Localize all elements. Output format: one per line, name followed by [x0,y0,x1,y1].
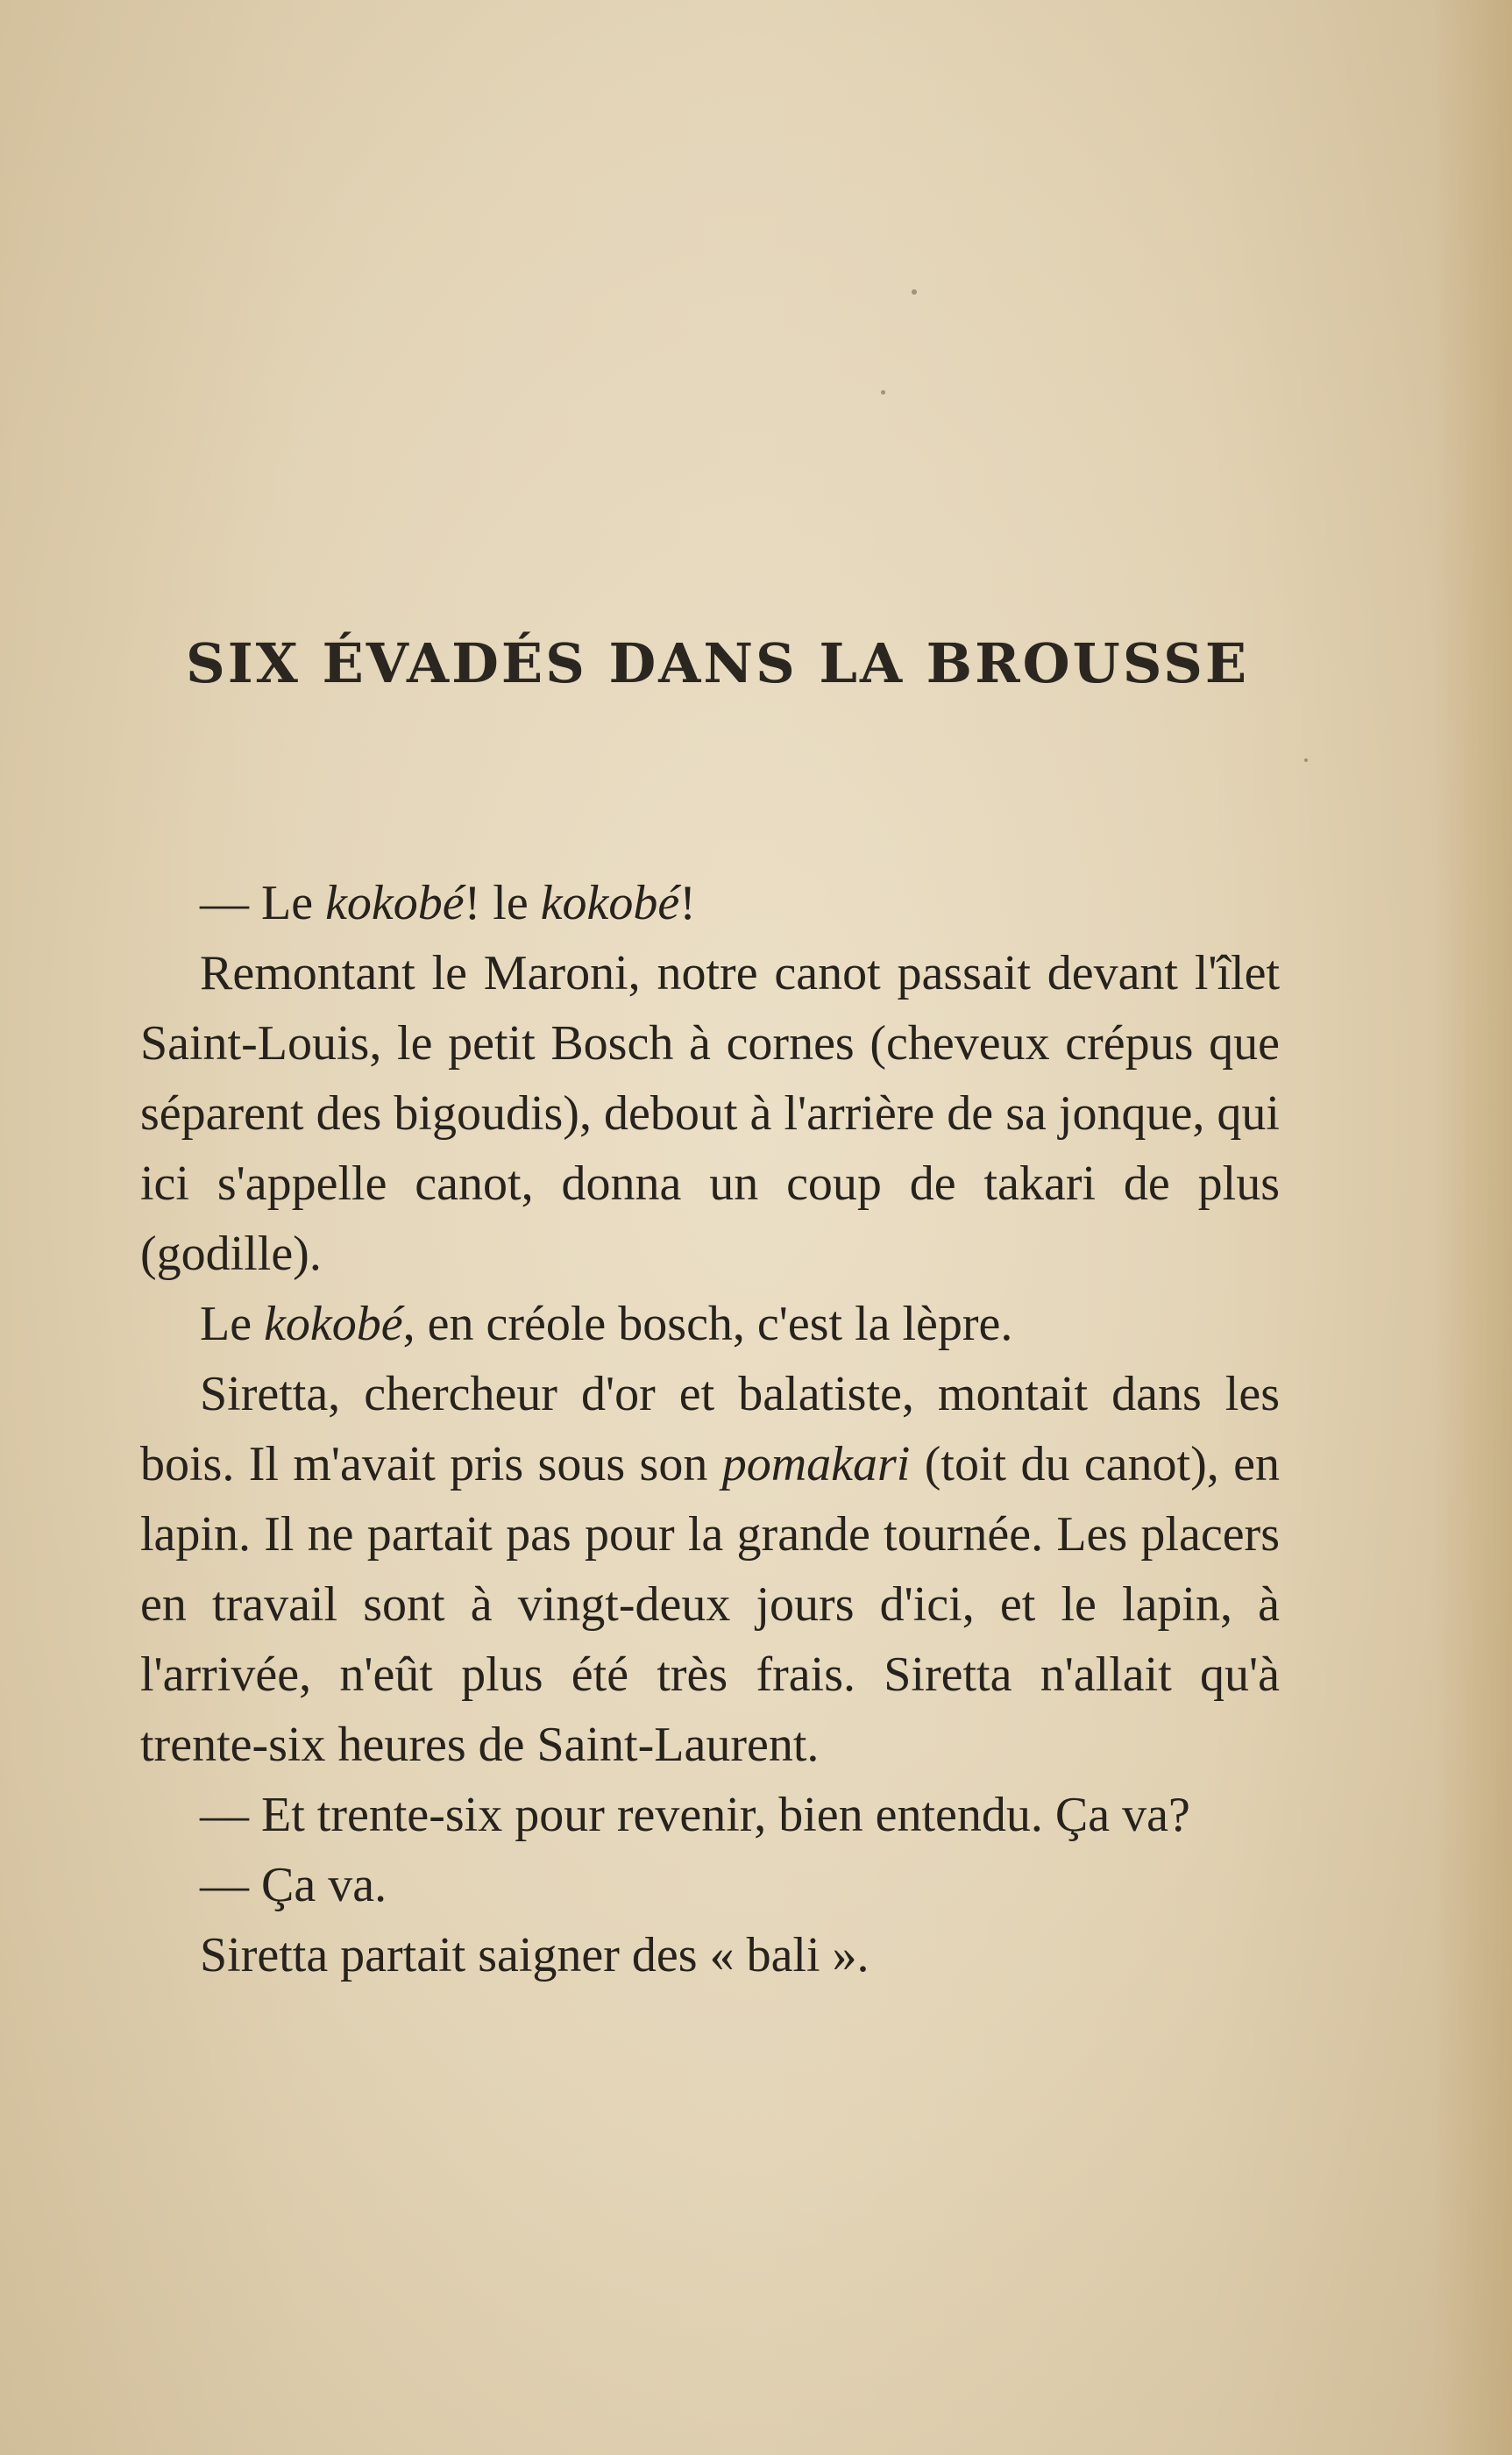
text-run: Siretta, chercheur d'or et balatiste, montait dans les bois. Il m'avait pris sous son [140,1367,1280,1491]
italic-term-kokobe: kokobé [325,876,465,930]
paper-speck [1304,758,1308,762]
paragraph-kokobe-definition [140,1289,1280,1359]
chapter-heading: SIX ÉVADÉS DANS LA BROUSSE [186,631,1250,695]
text-run: Le [200,1297,265,1351]
paragraph-maroni: Remontant le Maroni, notre canot passait devant l'îlet Saint-Louis, le petit Bosch à cornes (cheveux crépus que séparent des bigoudis), debout à l'arrière de sa jonque, qui ici s'appelle canot, donna un coup de takari de plus (godille). [140,946,1280,1281]
paragraph-siretta [140,1359,1280,1780]
text-run: — Le [200,876,326,930]
paper-speck [881,390,885,395]
paragraph-dialogue-question: — Et trente-six pour revenir, bien entendu. Ça va? [200,1788,1190,1842]
text-run: (toit du canot), en lapin. Il ne partait pas pour la grande tournée. Les placers en travail sont à vingt-deux jours d'ici, et le lapin, à l'arrivée, n'eût plus été très frais. Siretta n'allait qu'à trente-six heures de Saint-Laurent. [140,1437,1280,1772]
text-run: ! le [464,876,541,930]
italic-term-pomakari: pomakari [721,1437,911,1491]
paper-speck [912,289,917,295]
italic-term-kokobe: kokobé [540,876,680,930]
text-run: , en créole bosch, c'est la lèpre. [402,1297,1013,1351]
italic-term-kokobe: kokobé [264,1297,403,1351]
body-text [140,868,1280,1990]
text-run: ! [679,876,696,930]
paragraph-exclamation [140,868,1280,938]
paragraph-dialogue-answer: — Ça va. [200,1858,387,1912]
paragraph-bali: Siretta partait saigner des « bali ». [200,1928,870,1982]
